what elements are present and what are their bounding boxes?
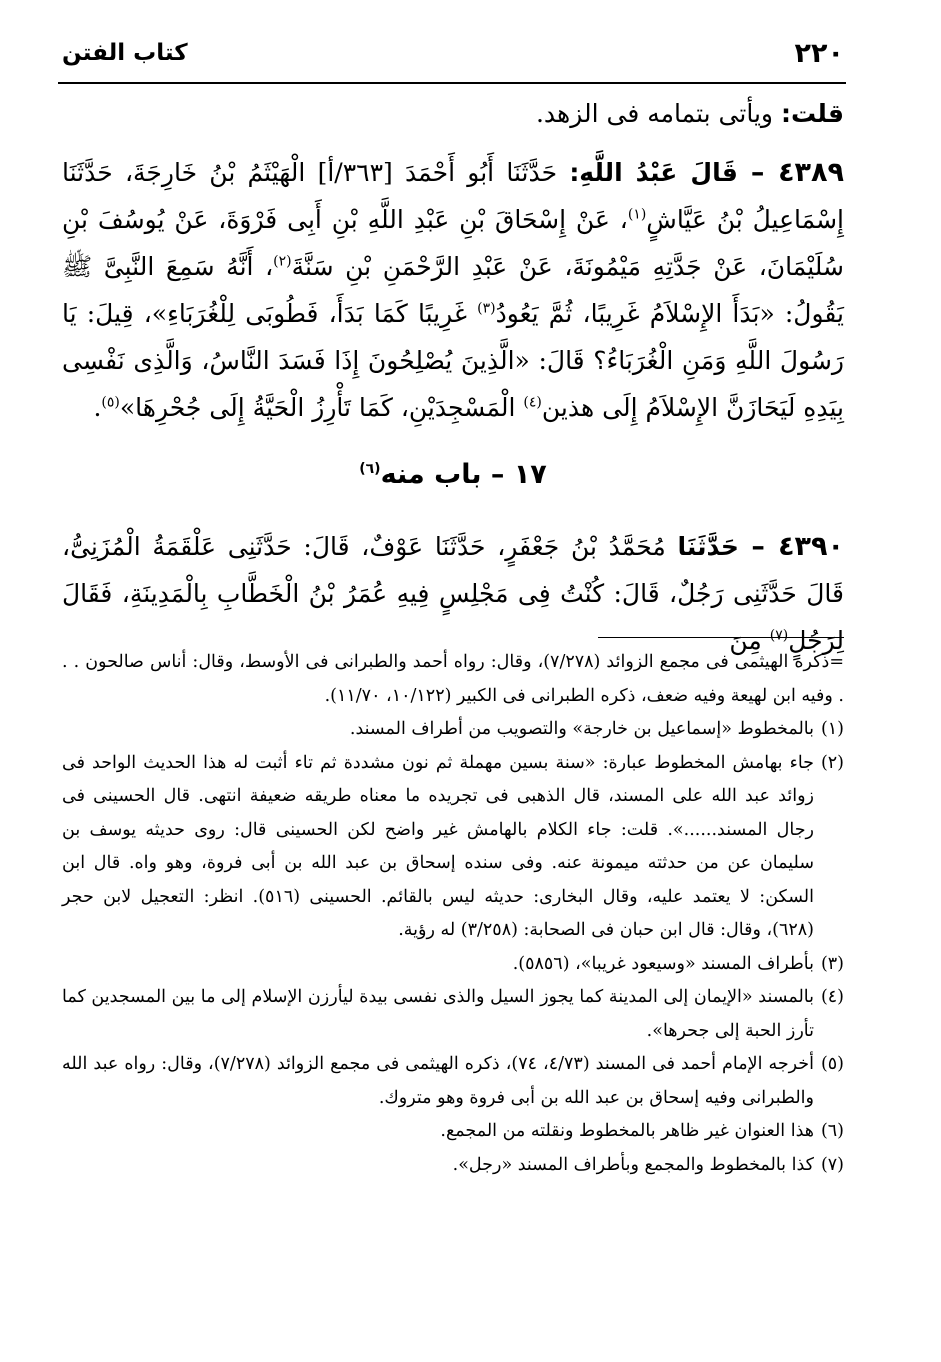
book-title: كتاب الفتن bbox=[62, 40, 188, 66]
footnote-mark: (٤) bbox=[820, 987, 844, 1007]
footnote-text: جاء بهامش المخطوط عبارة: «سنة بسين مهملة ثم نون مشددة ثم تاء أثبت له هذا الحديث الواحد فى زوائد عبد الله على المسند، قال الذهبى فى تجريده ما معناه طريقه ضعيفة انتهى. قال الحسينى فى رجال المسند......». قلت: جاء الكلام بالهامش غير واضح لكن الحسينى قال: روى حديثه يوسف بن سليمان عن من حدثته ميمونة عنه. وفى سنده إسحاق بن عبد الله بن أبى فروة، وهو واه. قال ابن السكن: لا يعتمد عليه، وقال البخارى: حديثه ليس بالقائم. الحسينى (٥١٦). انظر: التعجيل لابن حجر (٦٢٨)، وقال: قال ابن حبان فى الصحابة: (٣/٢٥٨) له رؤية. bbox=[62, 752, 814, 940]
footnote-ref-6: (٦) bbox=[359, 461, 381, 477]
footnote-text: كذا بالمخطوط والمجمع وبأطراف المسند «رجل». bbox=[452, 1154, 814, 1175]
footnote-7 bbox=[62, 1149, 844, 1183]
footnote-ref-3: (٣) bbox=[477, 300, 496, 317]
footnote-text: أخرجه الإمام أحمد فى المسند (٤/٧٣، ٧٤)، ذكره الهيثمى فى مجمع الزوائد (٧/٢٧٨)، وقال: رواه عبد الله والطبرانى وفيه إسحاق بن عبد الله بن أبى فروة وهو متروك. bbox=[62, 1054, 814, 1108]
footnote-3 bbox=[62, 948, 844, 982]
hadith-text: ، عَنْ إِسْحَاقَ بْنِ عَبْدِ اللَّهِ بْنِ أَبِى فَرْوَةَ، عَنْ يُوسُفَ بْنِ سُلَيْمَانَ، عَنْ جَدَّتِهِ مَيْمُونَةَ، عَنْ عَبْدِ الرَّحْمَنِ بْنِ سَنَّةَ bbox=[62, 205, 845, 281]
hadith-4390 bbox=[62, 523, 844, 664]
hadith-text: . bbox=[93, 393, 102, 422]
footnote-5 bbox=[62, 1048, 844, 1115]
footnotes bbox=[62, 646, 844, 1182]
header-divider bbox=[58, 82, 846, 84]
chapter-title: ١٧ – باب منه bbox=[380, 459, 547, 490]
footnote-mark: (٦) bbox=[820, 1121, 844, 1141]
footnote-text: بالمسند «الإيمان إلى المدينة كما يجوز السيل والذى نفسى بيدة ليأرزن الإسلام إلى ما بين المسجدين كما تأرز الحبة إلى جحرها». bbox=[62, 987, 814, 1041]
hadith-text: مُحَمَّدُ بْنُ جَعْفَرٍ، حَدَّثَنَا عَوْفٌ، قَالَ: حَدَّثَنِى عَلْقَمَةُ الْمُزَنِىُّ، قَالَ حَدَّثَنِى رَجُلٌ، قَالَ: كُنْتُ فِى مَجْلِسٍ فِيهِ عُمَرُ بْنُ الْخَطَّابِ بِالْمَدِينَةِ، فَقَالَ لِرَجُلٍ bbox=[62, 532, 844, 655]
hadith-number: ٤٣٨٩ – bbox=[750, 157, 844, 188]
page-header bbox=[62, 38, 844, 78]
footnote-6 bbox=[62, 1115, 844, 1149]
note-label: قلت: bbox=[780, 99, 844, 128]
footnote-mark: (١) bbox=[820, 719, 844, 739]
footnote-mark: (٧) bbox=[820, 1154, 844, 1175]
footnote-mark: (٣) bbox=[820, 953, 844, 974]
hadith-text: ، أَنَّهُ سَمِعَ النَّبِىَّ ﷺ يَقُولُ: «بَدَأَ الإِسْلاَمُ غَرِيبًا، ثُمَّ يَعُودُ bbox=[62, 252, 844, 328]
footnote-ref-7: (٧) bbox=[769, 627, 789, 644]
footnote-mark: (٥) bbox=[820, 1054, 844, 1074]
hadith-text: مِنَ bbox=[729, 626, 770, 655]
page-number: ٢٢٠ bbox=[794, 38, 844, 69]
footnote-ref-2: (٢) bbox=[273, 253, 292, 270]
footnote-text: بأطراف المسند «وسيعود غريبا»، (٥٨٥٦). bbox=[512, 953, 814, 974]
footnote-divider bbox=[598, 637, 844, 638]
hadith-text: الْمَسْجِدَيْنِ، كَمَا تَأْرِزُ الْحَيَّةُ إِلَى جُحْرِهَا» bbox=[119, 393, 524, 422]
footnote-1 bbox=[62, 713, 844, 747]
note-text: ويأتى بتمامه فى الزهد. bbox=[535, 99, 781, 128]
footnote-2 bbox=[62, 747, 844, 948]
footnote-text: هذا العنوان غير ظاهر بالمخطوط ونقلته من المجمع. bbox=[440, 1121, 814, 1141]
footnote-ref-1: (١) bbox=[627, 206, 647, 223]
footnote-text: بالمخطوط «إسماعيل بن خارجة» والتصويب من أطراف المسند. bbox=[349, 719, 814, 739]
footnote-continuation: =ذكره الهيثمى فى مجمع الزوائد (٧/٢٧٨)، وقال: رواه أحمد والطبرانى فى الأوسط، وقال: أناس صالحون . . . وفيه ابن لهيعة وفيه ضعف، ذكره الطبرانى فى الكبير (١٠/١٢٢، ١١/٧٠). bbox=[62, 652, 844, 706]
chapter-heading bbox=[62, 453, 844, 497]
hadith-lead: حَدَّثَنَا bbox=[677, 532, 752, 561]
hadith-text: غَرِيبًا كَمَا بَدَأَ، فَطُوبَى لِلْغُرَبَاءِ»، قِيلَ: يَا رَسُولَ اللَّهِ وَمَنِ الْغُرَبَاءُ؟ قَالَ: «الَّذِينَ يُصْلِحُونَ إِذَا فَسَدَ النَّاسُ، وَالَّذِى نَفْسِى بِيَدِهِ لَيَحَازَنَّ الإِسْلاَمُ إِلَى هذين bbox=[62, 299, 844, 422]
footnote-ref-4: (٤) bbox=[523, 394, 542, 411]
hadith-text: حَدَّثَنَا أَبُو أَحْمَدَ [٣٦٣/أ] الْهَيْثَمُ بْنُ خَارِجَةَ، حَدَّثَنَا إِسْمَاعِيلُ بْنُ عَيَّاشٍ bbox=[62, 158, 844, 234]
hadith-number: ٤٣٩٠ – bbox=[751, 531, 844, 562]
footnote-ref-5: (٥) bbox=[101, 394, 120, 411]
hadith-4389 bbox=[62, 149, 844, 431]
hadith-lead: قَالَ عَبْدُ اللَّهِ: bbox=[569, 158, 751, 187]
footnote-mark: (٢) bbox=[820, 752, 844, 773]
footnote-4 bbox=[62, 981, 844, 1048]
editor-note bbox=[62, 90, 844, 137]
main-text bbox=[62, 90, 844, 664]
